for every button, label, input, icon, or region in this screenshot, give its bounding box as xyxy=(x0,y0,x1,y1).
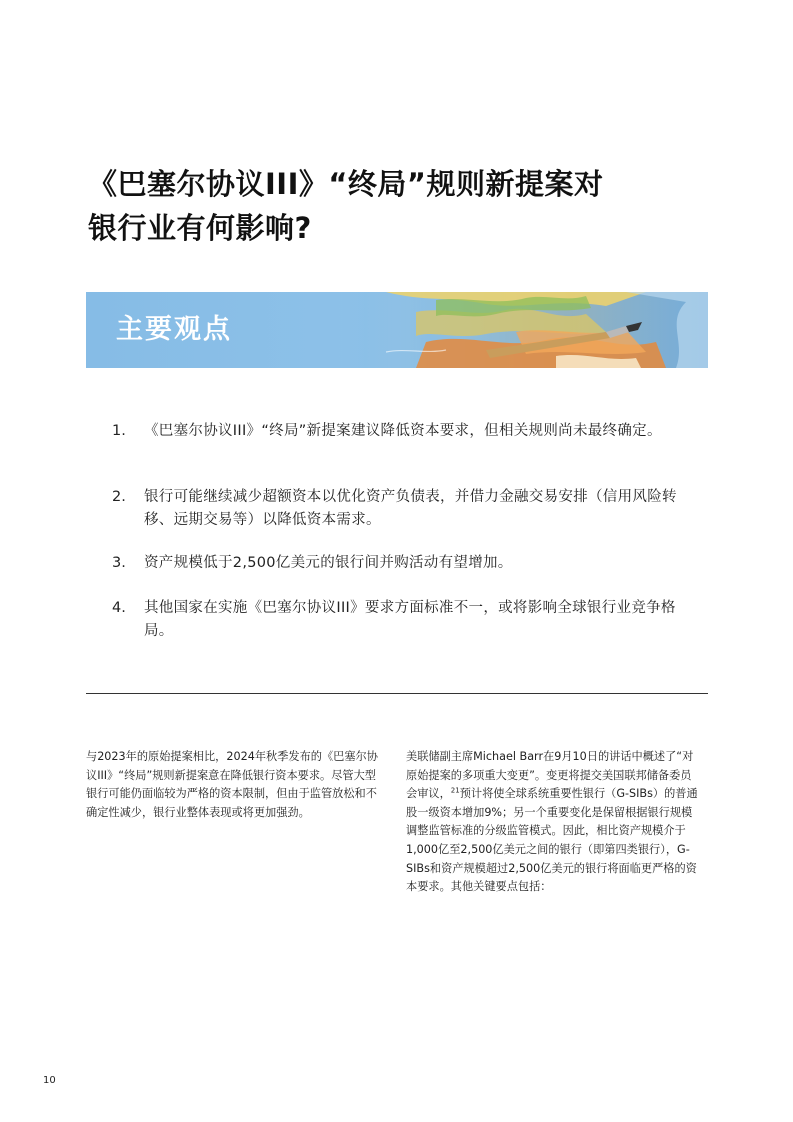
key-points-banner xyxy=(86,292,708,368)
key-point xyxy=(112,552,682,575)
footnote-reference[interactable]: 21 xyxy=(450,786,460,795)
key-point-text: 《巴塞尔协议III》“终局”新提案建议降低资本要求，但相关规则尚未最终确定。 xyxy=(144,423,662,439)
key-point-text: 银行可能继续减少超额资本以优化资产负债表，并借力金融交易安排（信用风险转移、远期交易等）以降低资本需求。 xyxy=(144,489,677,528)
key-point-number: 4. xyxy=(112,600,126,616)
page-title xyxy=(88,162,728,250)
key-point-number: 3. xyxy=(112,555,126,571)
key-point-text: 资产规模低于2,500亿美元的银行间并购活动有望增加。 xyxy=(144,555,513,571)
key-point xyxy=(112,597,682,643)
key-point-text: 其他国家在实施《巴塞尔协议III》要求方面标准不一，或将影响全球银行业竞争格局。 xyxy=(144,600,676,639)
body-paragraph-left: 与2023年的原始提案相比，2024年秋季发布的《巴塞尔协议III》“终局”规则新提案意在降低银行资本要求。尽管大型银行可能仍面临较为严格的资本限制，但由于监管放松和不确定性减少，银行业整体表现或将更加强劲。 xyxy=(86,750,378,819)
page-number: 10 xyxy=(43,1075,56,1086)
page-title-line-1: 《巴塞尔协议III》“终局”规则新提案对 xyxy=(88,167,604,201)
key-point-number: 2. xyxy=(112,489,126,505)
banner-heading: 主要观点 xyxy=(116,314,232,345)
key-point xyxy=(112,420,682,443)
body-paragraph-right-part-a: 美联储副主席Michael Barr在9月10日的讲话中概述了“对原始提案的多项重大变更”。变更将提交美国联邦储备委员会审议， xyxy=(406,750,694,801)
page-title-line-2: 银行业有何影响? xyxy=(88,211,312,245)
body-paragraph-right xyxy=(406,748,702,897)
key-point-number: 1. xyxy=(112,423,126,439)
key-point xyxy=(112,486,682,532)
section-divider xyxy=(86,693,708,694)
body-paragraph-right-part-b: 预计将使全球系统重要性银行（G-SIBs）的普通股一级资本增加9%；另一个重要变化是保留根据银行规模调整监管标准的分级监管模式。因此，相比资产规模介于1,000亿至2,500亿美元之间的银行（即第四类银行），G-SIBs和资产规模超过2,500亿美元的银行将面临更严格的资本要求。其他关键要点包括： xyxy=(406,787,698,894)
